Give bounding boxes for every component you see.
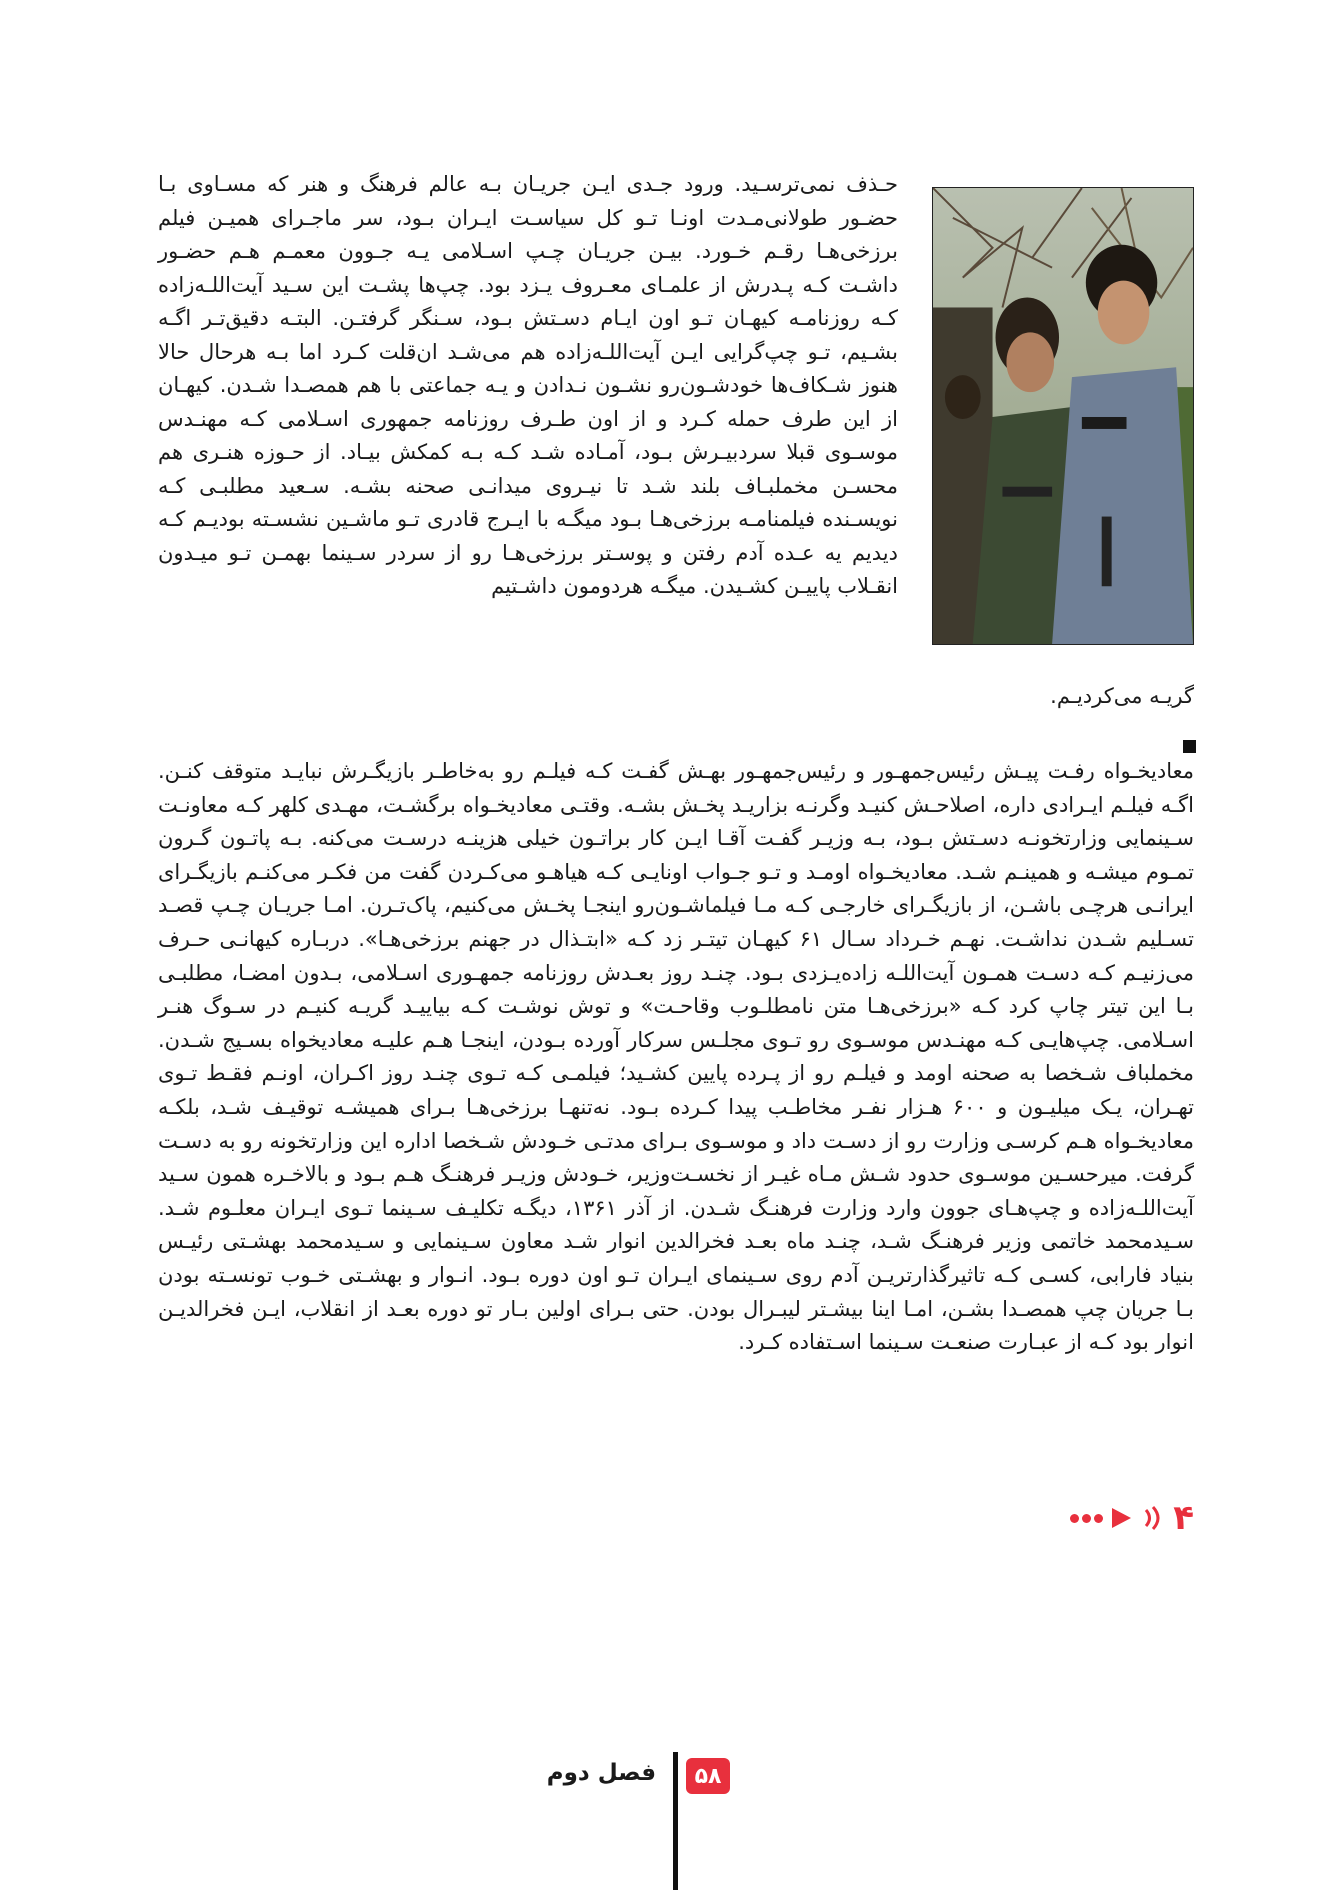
dots-icon <box>1070 1514 1103 1523</box>
historical-photo <box>932 187 1194 645</box>
main-paragraph: معادیخـواه رفـت پیـش رئیس‌جمهـور و رئیس‌جمهـور بهـش گفـت کـه فیلـم رو به‌خاطـر بازیگـرش نبایـد متوقف کنـن. اگـه فیلـم ایـرادی داره، اصلاحـش کنیـد وگرنـه بزاریـد پخـش بشـه. وقتـی معادیخـواه برگشـت، مهـدی کلهر کـه معاونـت سـینمایی وزارتخونـه دسـتش بـود، بـه وزیـر گفـت آقـا ایـن کار براتـون خیلی هزینـه درسـت می‌کنه. بـه پاتـون گـرون تمـوم میشـه و همینـم شـد. معادیخـواه اومـد و تـو جـواب اونایـی کـه هیاهـو می‌کـردن گفت من فکـر می‌کنـم بازیگـرای ایرانـی هرچـی باشـن، از بازیگـرای خارجـی کـه مـا فیلماشـون‌رو اینجـا پخـش می‌کنیم، پاک‌تـرن. امـا جریـان چـپ قصـد تسـلیم شـدن نداشـت. نهـم خـرداد سـال ۶۱ کیهـان تیتـر زد کـه «ابتـذال در جهنم برزخی‌هـا». دربـاره کیهانـی حـرف می‌زنیـم کـه دسـت همـون آیت‌اللـه زاده‌یـزدی بـود. چنـد روز بعـدش روزنامه جمهـوری اسـلامی، بـدون امضـا، مطلبـی بـا این تیتر چاپ کرد کـه «برزخی‌هـا متن نامطلـوب وقاحـت» و توش نوشـت کـه بیاییـد گریـه کنیـم در سـوگ هنـر اسـلامی. چپ‌هایـی کـه مهنـدس موسـوی رو تـوی مجلـس سرکار آورده بـودن، اینجـا هـم علیـه معادیخواه بسـیج شـدن. مخملباف شـخصا به صحنه اومد و فیلـم رو از پـرده پایین کشـید؛ فیلمـی کـه تـوی چنـد روز اکـران، اونـم فقـط تـوی تهـران، یـک میلیـون و ۶۰۰ هـزار نفـر مخاطـب پیدا کـرده بـود. نه‌تنهـا برزخی‌هـا بـرای همیشـه توقیـف شـد، بلکـه معادیخـواه هـم کرسـی وزارت رو از دسـت داد و موسـوی بـرای مدتـی خـودش شـخصا اداره این وزارتخونه رو به دسـت گرفت. میرحسـین موسـوی حدود شـش مـاه غیـر از نخسـت‌وزیر، خـودش وزیـر فرهنـگ هـم بـود و بالاخـره همون سـید آیت‌اللـه‌زاده و چپ‌هـای جوون وارد وزارت فرهنـگ شـدن. از آذر ۱۳۶۱، دیگـه تکلیـف سـینما تـوی ایـران معلـوم شـد. سـیدمحمد خاتمی وزیر فرهنـگ شـد، چنـد ماه بعـد فخرالدین انوار شـد معاون سـینمایی و سـیدمحمد بهشـتی رئیـس بنیاد فارابی، کسـی کـه تاثیرگذارتریـن آدم روی سـینمای ایـران تـو اون دوره بـود. انـوار و بهشـتی خـوب تونسـته بودن بـا جریان چپ همصـدا بشـن، امـا اینا بیشـتر لیبـرال بودن. حتی بـرای اولین بـار تو دوره بعـد از انقلاب، ایـن فخرالدیـن انوار بود کـه از عبـارت صنعـت سـینما اسـتفاده کـرد. <box>158 759 1195 1355</box>
continuation-number: ۴ <box>1173 1498 1194 1538</box>
top-text-column <box>158 168 898 604</box>
photo-illustration <box>933 188 1193 644</box>
sound-waves-icon <box>1141 1505 1167 1531</box>
top-paragraph: حـذف نمی‌ترسـید. ورود جـدی ایـن جریـان بـه عالم فرهنگ و هنر که مسـاوی بـا حضـور طولانی‌مـدت اونـا تـو کل سیاسـت ایـران بـود، سر ماجـرای همیـن فیلم برزخی‌هـا رقـم خـورد. بیـن جریـان چـپ اسـلامی یـه جـوون معمـم هـم حضـور داشـت کـه پـدرش از علمـای معـروف یـزد بود. چپ‌ها پشـت این سـید آیت‌اللـه‌زاده کـه روزنامـه کیهـان تـو اون ایـام دسـتش بـود، سـنگر گرفتـن. البتـه دقیق‌تـر اگـه بشـیم، تـو چپ‌گرایی ایـن آیت‌اللـه‌زاده هم می‌شـد ان‌قلت کـرد اما بـه هرحال حالا هنوز شـکاف‌ها خودشـون‌رو نشـون نـدادن و یـه جماعتی با هم همصـدا شـدن. کیهـان از این طرف حمله کـرد و از اون طـرف روزنامه جمهوری اسـلامی کـه مهنـدس موسـوی قبلا سردبیـرش بـود، آمـاده شـد کـه بـه کمکش بیـاد. از حـوزه هنـری هم محسـن مخملبـاف بلند شـد تا نیـروی میدانـی صحنه بشـه. سـعید مطلبـی کـه نویسـنده فیلمنامـه برزخی‌هـا بـود میگـه با ایـرج قادری تـو ماشـین نشسـته بودیـم کـه دیدیم یه عـده آدم رفتن و پوسـتر برزخی‌هـا رو از سردر سـینما بهمـن تـو میـدون انقـلاب پاییـن کشـیدن. میگـه هردومون داشـتیم <box>158 172 898 598</box>
main-text-column <box>158 755 1194 1360</box>
continuation-mark <box>1070 1498 1194 1538</box>
play-icon <box>1109 1505 1135 1531</box>
section-marker-icon <box>1183 740 1196 753</box>
page-number: ۵۸ <box>686 1758 730 1794</box>
footer-divider <box>673 1752 678 1890</box>
chapter-title: فصل دوم <box>546 1760 656 1786</box>
top-paragraph-tail: گریـه می‌کردیـم. <box>1050 684 1194 708</box>
